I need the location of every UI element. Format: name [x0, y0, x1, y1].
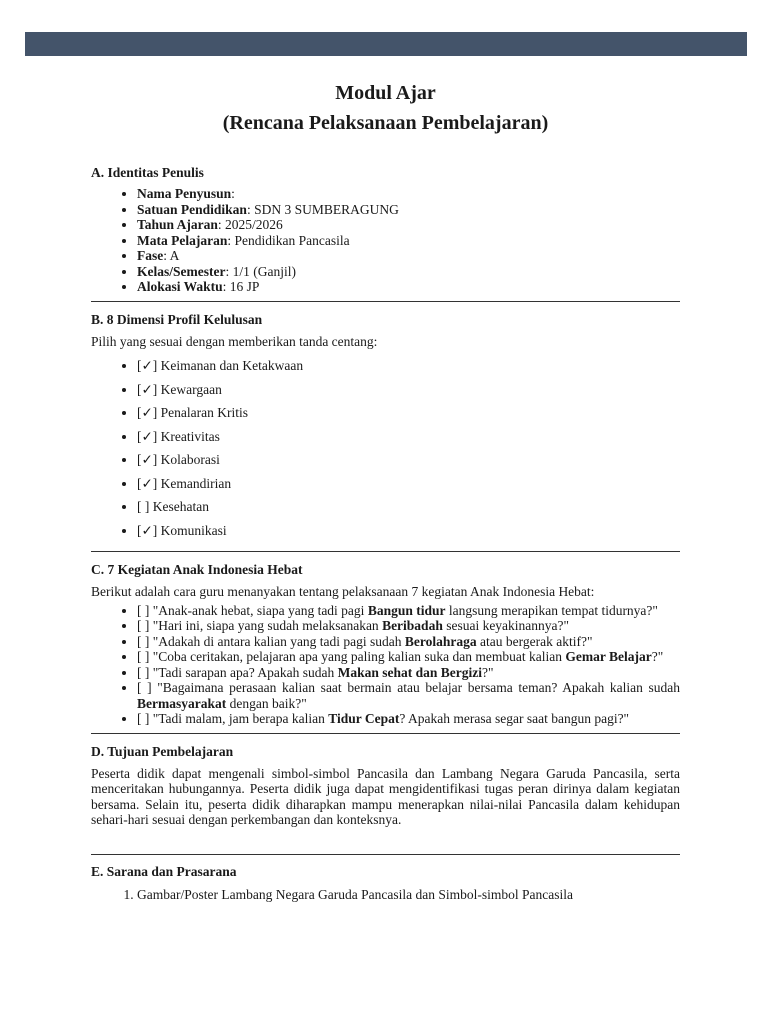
profile-dimension-list	[91, 358, 680, 538]
section-a-heading: A. Identitas Penulis	[91, 165, 204, 180]
dimension-item: • [✓] Kewargaan	[137, 382, 680, 398]
dimension-item: • [✓] Kemandirian	[137, 476, 680, 492]
identity-item: • Satuan Pendidikan: SDN 3 SUMBERAGUNG	[137, 202, 680, 218]
facility-item: 1. Gambar/Poster Lambang Negara Garuda Pancasila dan Simbol-simbol Pancasila	[137, 887, 680, 903]
activity-question: • [ ] "Tadi sarapan apa? Apakah sudah Makan sehat dan Bergizi?"	[137, 665, 680, 681]
section-d-heading: D. Tujuan Pembelajaran	[91, 743, 234, 759]
dimension-item: • [✓] Keimanan dan Ketakwaan	[137, 358, 680, 374]
document-subtitle: (Rencana Pelaksanaan Pembelajaran)	[222, 112, 549, 134]
activity-question: • [ ] "Coba ceritakan, pelajaran apa yang paling kalian suka dan membuat kalian Gemar Belajar?"	[137, 649, 680, 665]
header-bar	[25, 32, 747, 56]
identity-item: • Mata Pelajaran: Pendidikan Pancasila	[137, 233, 680, 249]
identity-item: • Nama Penyusun:	[137, 186, 680, 202]
activity-question: • [ ] "Bagaimana perasaan kalian saat bermain atau belajar bersama teman? Apakah kalian sudah Bermasyarakat dengan baik?"	[137, 680, 680, 711]
dimension-item: • [ ] Kesehatan	[137, 499, 680, 515]
identity-item: • Tahun Ajaran: 2025/2026	[137, 217, 680, 233]
identity-list	[91, 186, 680, 295]
document-title: Modul Ajar	[335, 82, 436, 104]
identity-item: • Kelas/Semester: 1/1 (Ganjil)	[137, 264, 680, 280]
section-b-heading: B. 8 Dimensi Profil Kelulusan	[91, 311, 263, 327]
section-b-intro: Pilih yang sesuai dengan memberikan tanda centang:	[91, 333, 378, 349]
learning-objective-text: Peserta didik dapat mengenali simbol-simbol Pancasila dan Lambang Negara Garuda Pancasila, serta menceritakan hubungannya. Peserta didik juga dapat mengidentifikasi tugas peran dirinya dalam kegiatan bersama. Selain itu, peserta didik diharapkan mampu menerapkan nilai-nilai Pancasila dalam kehidupan sehari-hari sesuai dengan perkembangan dan konteksnya.	[91, 765, 680, 827]
section-e-heading: E. Sarana dan Prasarana	[91, 863, 237, 879]
activity-question: • [ ] "Anak-anak hebat, siapa yang tadi pagi Bangun tidur langsung merapikan tempat tidurnya?"	[137, 603, 680, 619]
dimension-item: • [✓] Kolaborasi	[137, 452, 680, 468]
dimension-item: • [✓] Komunikasi	[137, 523, 680, 539]
dimension-item: • [✓] Penalaran Kritis	[137, 405, 680, 421]
facilities-list	[91, 887, 680, 903]
dimension-item: • [✓] Kreativitas	[137, 429, 680, 445]
activity-question-list	[91, 603, 680, 727]
activity-question: • [ ] "Tadi malam, jam berapa kalian Tidur Cepat? Apakah merasa segar saat bangun pagi?"	[137, 711, 680, 727]
document-page	[91, 78, 680, 902]
section-c-intro: Berikut adalah cara guru menanyakan tentang pelaksanaan 7 kegiatan Anak Indonesia Hebat:	[91, 584, 595, 599]
activity-question: • [ ] "Adakah di antara kalian yang tadi pagi sudah Berolahraga atau bergerak aktif?"	[137, 634, 680, 650]
section-c-heading: C. 7 Kegiatan Anak Indonesia Hebat	[91, 562, 303, 577]
identity-item: • Alokasi Waktu: 16 JP	[137, 279, 680, 295]
identity-item: • Fase: A	[137, 248, 680, 264]
activity-question: • [ ] "Hari ini, siapa yang sudah melaksanakan Beribadah sesuai keyakinannya?"	[137, 618, 680, 634]
